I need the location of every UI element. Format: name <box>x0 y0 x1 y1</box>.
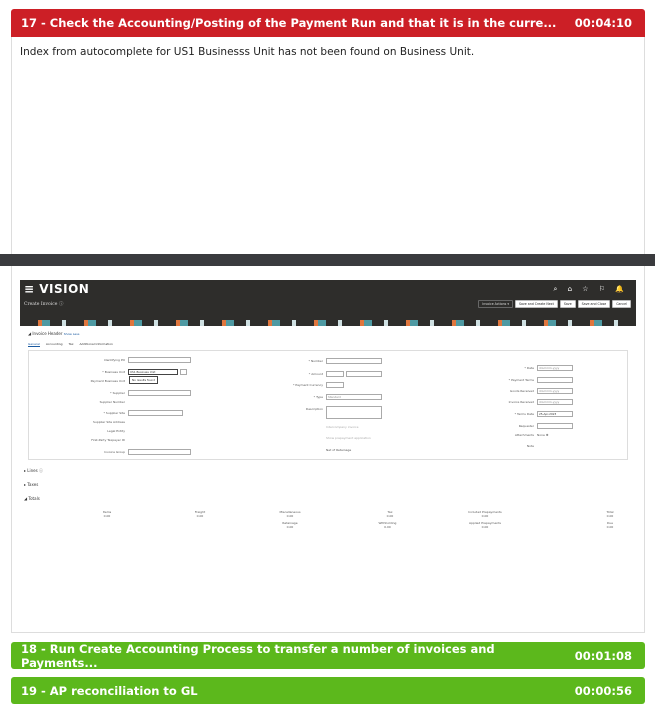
toolbar <box>478 300 631 308</box>
totals-value: 0.00 <box>103 514 111 518</box>
app-screenshot <box>20 280 636 630</box>
tab-bar <box>28 342 113 347</box>
vision-logo: ≡ VISION <box>24 282 90 296</box>
type-label: * Type <box>313 395 323 399</box>
supplier-number-label: Supplier Number <box>99 400 125 404</box>
tab-general[interactable]: General <box>28 342 40 346</box>
totals-value: 0.00 <box>384 525 391 529</box>
totals-value: 0.00 <box>481 525 489 529</box>
prepayment-checkbox[interactable]: Show prepayment application <box>326 436 371 440</box>
task-title: 18 - Run Create Accounting Process to transfer a number of invoices and Payments... <box>21 641 495 670</box>
requester-label: Requester <box>518 424 534 428</box>
totals-label: Withholding <box>378 521 397 525</box>
task-title: 17 - Check the Accounting/Posting of the Payment Run and that it is in the curre... <box>21 16 557 30</box>
goods-received-field[interactable]: dd-mmm-yyyy <box>537 388 573 394</box>
banner-pattern <box>20 320 636 326</box>
supplier-site-address-label: Supplier Site Address <box>93 420 125 424</box>
totals-value: 0.00 <box>286 514 294 518</box>
invoice-actions-button[interactable]: Invoice Actions ▾ <box>478 300 513 308</box>
amount-label: * Amount <box>308 372 323 376</box>
identifying-po-label: Identifying PO <box>103 358 125 362</box>
invoice-group-label: Invoice Group <box>104 450 125 454</box>
app-topbar <box>20 280 636 299</box>
retainage-checkbox[interactable]: Net of Retainage <box>326 448 352 452</box>
totals-value: 0.00 <box>606 514 614 518</box>
tab-accounting[interactable]: Accounting <box>45 342 63 346</box>
save-button[interactable]: Save <box>560 300 576 308</box>
business-unit-label: * Business Unit <box>102 370 125 374</box>
payment-terms-label: * Payment Terms <box>508 378 534 382</box>
type-select[interactable]: Standard <box>326 394 382 400</box>
task-timer: 00:04:10 <box>574 16 632 30</box>
totals-value: 0.00 <box>286 525 294 529</box>
goods-received-label: Goods Received <box>509 389 534 393</box>
show-less-link[interactable]: Show Less <box>63 332 80 336</box>
payment-currency-field[interactable] <box>326 382 344 388</box>
note-label: Note <box>526 444 534 448</box>
supplier-label: * Supplier <box>110 391 125 395</box>
number-field[interactable] <box>326 358 382 364</box>
save-close-button[interactable]: Save and Close <box>578 300 611 308</box>
totals-label: Items <box>102 510 112 514</box>
task-title: 19 - AP reconciliation to GL <box>21 683 198 698</box>
totals-section[interactable]: ◢ Totals <box>24 496 40 501</box>
description-field[interactable] <box>326 406 382 419</box>
payment-terms-field[interactable] <box>537 377 573 383</box>
invoice-header-section[interactable] <box>28 331 79 336</box>
first-party-taxpayer-label: First-Party Taxpayer ID <box>91 438 125 442</box>
intercompany-checkbox[interactable]: Intercompany invoice <box>326 425 359 429</box>
legal-entity-label: Legal Entity <box>107 429 125 433</box>
taxes-section[interactable]: ▸ Taxes <box>24 482 39 487</box>
cancel-button[interactable]: Cancel <box>612 300 631 308</box>
amount-currency[interactable] <box>326 371 344 377</box>
totals-label: Included Prepayments <box>468 510 502 514</box>
page-title: Create Invoice ⓘ <box>24 302 64 307</box>
totals-value: 0.00 <box>481 514 489 518</box>
error-message: Index from autocomplete for US1 Businesss Unit has not been found on Business Unit. <box>20 46 475 58</box>
attachments-value[interactable]: None ✚ <box>537 433 549 437</box>
totals-value: 0.00 <box>386 514 394 518</box>
invoice-received-field[interactable]: dd-mmm-yyyy <box>537 399 573 405</box>
totals-label: Total <box>606 510 614 514</box>
totals-label: Tax <box>387 510 393 514</box>
payment-bu-label: Payment Business Unit <box>90 379 125 383</box>
header-icons[interactable]: ⌕ ⌂ ☆ ⚐ 🔔 <box>553 285 628 293</box>
totals-value: 0.00 <box>196 514 204 518</box>
invoice-received-label: Invoice Received <box>508 400 534 404</box>
tab-additional[interactable]: Additional Information <box>79 342 113 346</box>
terms-date-field[interactable]: 25-Apr-2023 <box>537 411 573 417</box>
task-timer: 00:00:56 <box>574 683 632 698</box>
supplier-site-label: * Supplier Site <box>103 411 125 415</box>
task-timer: 00:01:08 <box>574 648 632 663</box>
totals-label: Miscellaneous <box>279 510 301 514</box>
business-unit-field[interactable]: US1 Business Unit <box>128 369 178 375</box>
totals-label: Due <box>606 521 614 525</box>
lines-section[interactable]: ▸ Lines ⓘ <box>24 468 43 473</box>
payment-currency-label: * Payment Currency <box>292 383 323 387</box>
divider <box>0 254 655 266</box>
number-label: * Number <box>308 359 323 363</box>
totals-label: Retainage <box>282 521 298 525</box>
terms-date-label: * Terms Date <box>514 412 534 416</box>
business-unit-dropdown[interactable] <box>180 369 187 375</box>
task-18-header[interactable] <box>11 642 645 669</box>
totals-value: 0.00 <box>606 525 614 529</box>
date-label: * Date <box>524 366 534 370</box>
totals-label: Freight <box>194 510 206 514</box>
description-label: Description <box>305 407 323 411</box>
tab-tax[interactable]: Tax <box>68 342 74 346</box>
task-19-header[interactable] <box>11 677 645 704</box>
amount-field[interactable] <box>346 371 382 377</box>
autocomplete-no-results: No results found <box>129 376 158 384</box>
save-create-next-button[interactable]: Save and Create Next <box>515 300 558 308</box>
attachments-label: Attachments <box>514 433 534 437</box>
requester-field[interactable] <box>537 423 573 429</box>
section-label: ◢ Invoice Header <box>28 331 63 336</box>
task-17-header[interactable] <box>11 9 645 37</box>
identifying-po-field[interactable] <box>128 357 191 363</box>
invoice-group-field[interactable] <box>128 449 191 455</box>
date-field[interactable]: dd-mmm-yyyy <box>537 365 573 371</box>
supplier-site-field[interactable] <box>128 410 183 416</box>
totals-label: Applied Prepayments <box>469 521 501 525</box>
supplier-field[interactable] <box>128 390 191 396</box>
